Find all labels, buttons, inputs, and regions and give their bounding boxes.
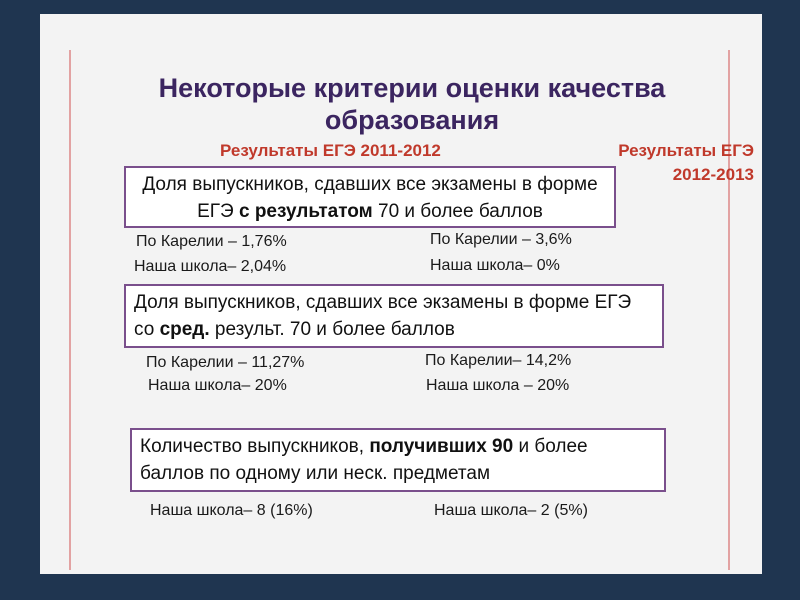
criterion-box-3 — [130, 428, 666, 492]
criterion-2-school-2011: Наша школа– 20% — [148, 377, 287, 394]
criterion-box-1 — [124, 166, 616, 228]
criterion-3-text-b: и более баллов по одному или неск. предметам — [140, 436, 588, 484]
column-header-2012-2013-line-1: Результаты ЕГЭ — [618, 141, 754, 160]
criterion-1-school-2011: Наша школа– 2,04% — [134, 258, 287, 275]
criterion-3-school-2011: Наша школа– 8 (16%) — [150, 502, 313, 519]
criterion-2-karelia-2012: По Карелии– 14,2% — [425, 352, 572, 369]
criterion-2-text-a: Доля выпускников, сдавших все экзамены в форме ЕГЭ со — [134, 292, 632, 340]
criterion-1-text-b: 70 и более баллов — [372, 201, 543, 222]
criterion-3-school-2012: Наша школа– 2 (5%) — [434, 502, 588, 519]
criterion-1-school-2012: Наша школа– 0% — [430, 257, 560, 274]
title-line-1: Некоторые критерии оценки качества — [158, 73, 666, 103]
column-header-2011-2012: Результаты ЕГЭ 2011-2012 — [220, 141, 441, 160]
criterion-2-text-bold: сред. — [159, 319, 210, 340]
criterion-1-karelia-2012: По Карелии – 3,6% — [430, 231, 572, 248]
criterion-2-karelia-2011: По Карелии – 11,27% — [146, 354, 305, 371]
criterion-3-text-a: Количество выпускников, — [140, 436, 370, 457]
criterion-1-text-bold: с результатом — [238, 201, 373, 222]
criterion-1-text-a: Доля выпускников, сдавших все экзамены в форме ЕГЭ — [142, 174, 598, 222]
criterion-1-karelia-2011: По Карелии – 1,76% — [136, 233, 287, 250]
slide-title — [122, 72, 702, 136]
slide — [40, 14, 762, 574]
criterion-2-text-b: результ. 70 и более баллов — [209, 319, 455, 340]
left-decorative-rule — [69, 50, 71, 570]
criterion-2-school-2012: Наша школа – 20% — [426, 377, 570, 394]
criterion-3-text-bold: получивших 90 — [369, 436, 514, 457]
title-line-2: образования — [324, 105, 500, 135]
criterion-box-2 — [124, 284, 664, 348]
column-header-2012-2013-line-2: 2012-2013 — [672, 165, 754, 184]
right-decorative-rule — [728, 50, 730, 570]
